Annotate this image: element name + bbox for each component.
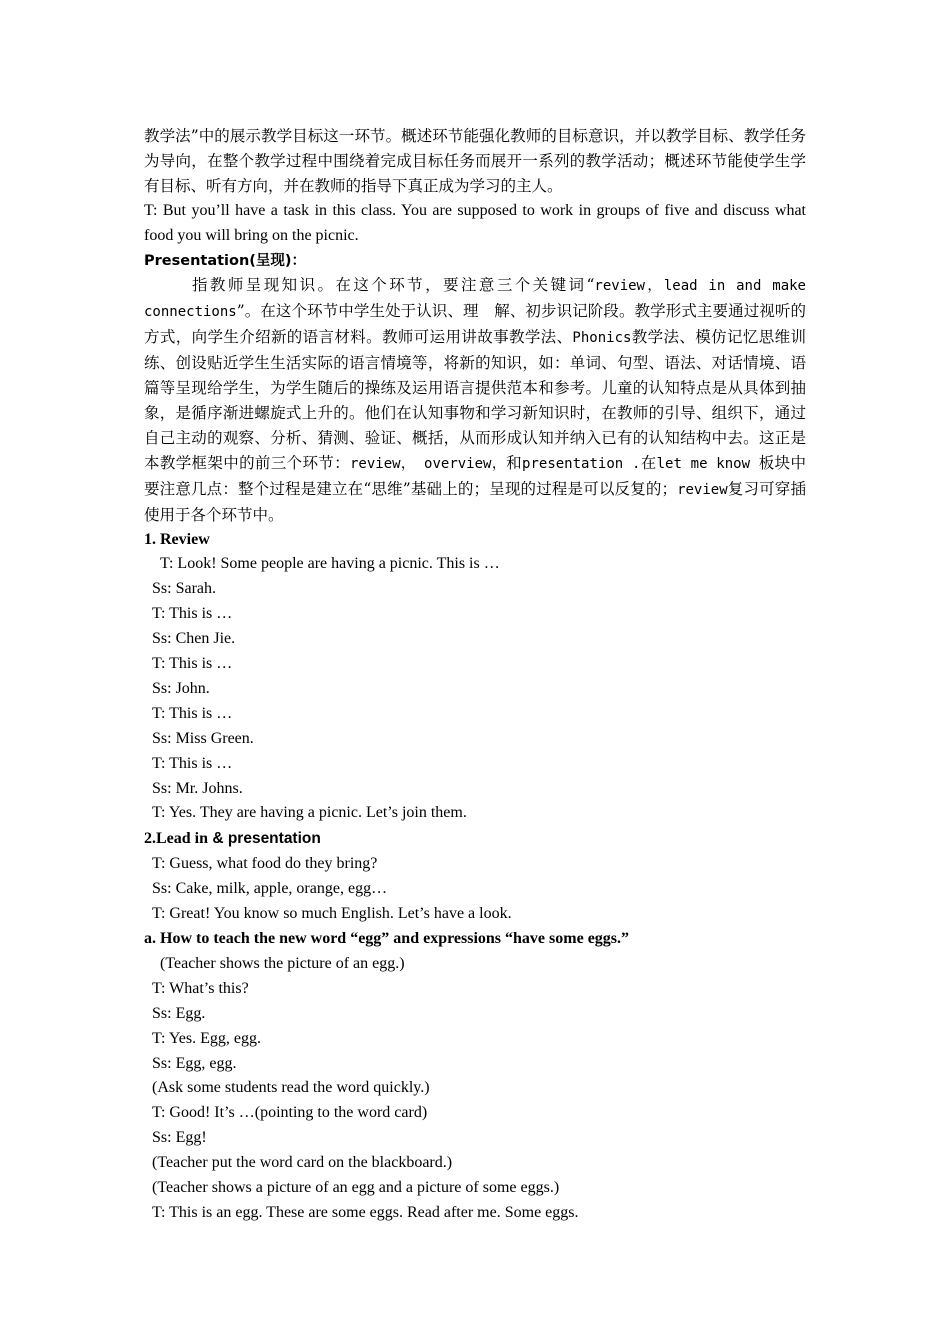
- text-span: 在: [640, 453, 657, 472]
- dialogue-line: T: This is an egg. These are some eggs. Read after me. Some eggs.: [152, 1203, 579, 1221]
- dialogue-line: T: This is …: [152, 605, 233, 623]
- lead-in-heading: [144, 826, 806, 852]
- keyword-span: presentation .: [522, 455, 641, 472]
- dialogue-line: T: Great! You know so much English. Let’s have a look.: [152, 905, 512, 923]
- text-span: 和: [506, 453, 523, 472]
- keyword-span: review， overview，: [350, 455, 507, 472]
- dialogue-line: (Teacher shows a picture of an egg and a picture of some eggs.): [152, 1179, 560, 1197]
- dialogue-line: Ss: Mr. Johns.: [152, 779, 243, 797]
- egg-section-heading: a. How to teach the new word “egg” and expressions “have some eggs.”: [144, 930, 630, 947]
- dialogue-line: T: Guess, what food do they bring?: [152, 855, 378, 873]
- keyword-span: let me know: [656, 455, 759, 472]
- dialogue-line: T: What’s this?: [152, 979, 249, 997]
- keyword-span: review，lead in and make connections: [144, 278, 806, 321]
- dialogue-line: T: Yes. They are having a picnic. Let’s join them.: [152, 804, 467, 822]
- egg-dialogue: [144, 952, 806, 1226]
- text-span: 复习可穿插使用于各个环节中。: [144, 479, 806, 524]
- dialogue-line: Ss: Sarah.: [152, 580, 216, 598]
- keyword-span: review: [677, 481, 728, 498]
- dialogue-line: Ss: Egg, egg.: [152, 1054, 237, 1072]
- text-span: ”。在这个环节中学生处于认识、理 解、初步识记阶段。教学形式主要通过视听的方式，向学生介绍新的语言材料。教师可运用讲故事教学法、: [144, 302, 806, 347]
- text-span: 教学法、模仿记忆思维训练、创设贴近学生生活实际的语言情境等，将新的知识，如：单词、句型、语法、对话情境、语篇等呈现给学生，为学生随后的操练及运用语言提供范本和参考。儿童的认知特点是从具体到抽象，是循序渐进螺旋式上升的。他们在认知事物和学习新知识时，在教师的引导、组织下，通过自己主动的观察、分析、猜测、验证、概括，从而形成认知并纳入已有的认知结构中去。这正是本教学框架中的前三个环节：: [144, 328, 806, 472]
- lead-in-heading-num: 2.Lead in: [144, 830, 209, 848]
- presentation-heading: Presentation(呈现)：: [144, 252, 307, 269]
- dialogue-line: T: This is …: [152, 754, 233, 772]
- dialogue-line: T: Yes. Egg, egg.: [152, 1029, 261, 1047]
- keyword-span: Phonics: [572, 330, 632, 347]
- intro-paragraph: 教学法”中的展示教学目标这一环节。概述环节能强化教师的目标意识，并以教学目标、教学任务为导向，在整个教学过程中围绕着完成目标任务而展开一系列的教学活动；概述环节能使学生学有目标、听有方向，并在教师的指导下真正成为学习的主人。: [144, 127, 806, 195]
- task-line: T: But you’ll have a task in this class. You are supposed to work in groups of five and discuss what food you will bring on the picnic.: [144, 201, 806, 244]
- dialogue-line: T: This is …: [152, 655, 233, 673]
- dialogue-line: T: Good! It’s …(pointing to the word card): [152, 1104, 428, 1122]
- text-span: 板块中要注意几点：整个过程是建立在“思维”基础上的；呈现的过程是可以反复的；: [144, 453, 806, 498]
- dialogue-line: (Ask some students read the word quickly.): [152, 1079, 430, 1097]
- dialogue-line: (Teacher put the word card on the blackboard.): [152, 1154, 453, 1172]
- dialogue-line: (Teacher shows the picture of an egg.): [160, 954, 405, 972]
- lead-in-heading-rest: & presentation: [208, 830, 321, 848]
- presentation-paragraph: [144, 273, 806, 527]
- lead-in-dialogue: [144, 852, 806, 927]
- text-span: 指教师呈现知识。在这个环节，要注意三个关键词“: [192, 276, 595, 295]
- dialogue-line: T: This is …: [152, 704, 233, 722]
- review-dialogue: [144, 552, 806, 826]
- dialogue-line: Ss: Chen Jie.: [152, 630, 236, 648]
- document-page: [144, 124, 806, 1226]
- dialogue-line: Ss: Cake, milk, apple, orange, egg…: [152, 880, 388, 898]
- dialogue-line: Ss: John.: [152, 679, 210, 697]
- dialogue-line: Ss: Miss Green.: [152, 729, 254, 747]
- dialogue-line: Ss: Egg.: [152, 1004, 206, 1022]
- dialogue-line: T: Look! Some people are having a picnic. This is …: [160, 555, 500, 573]
- review-heading: 1. Review: [144, 530, 210, 548]
- dialogue-line: Ss: Egg!: [152, 1129, 207, 1147]
